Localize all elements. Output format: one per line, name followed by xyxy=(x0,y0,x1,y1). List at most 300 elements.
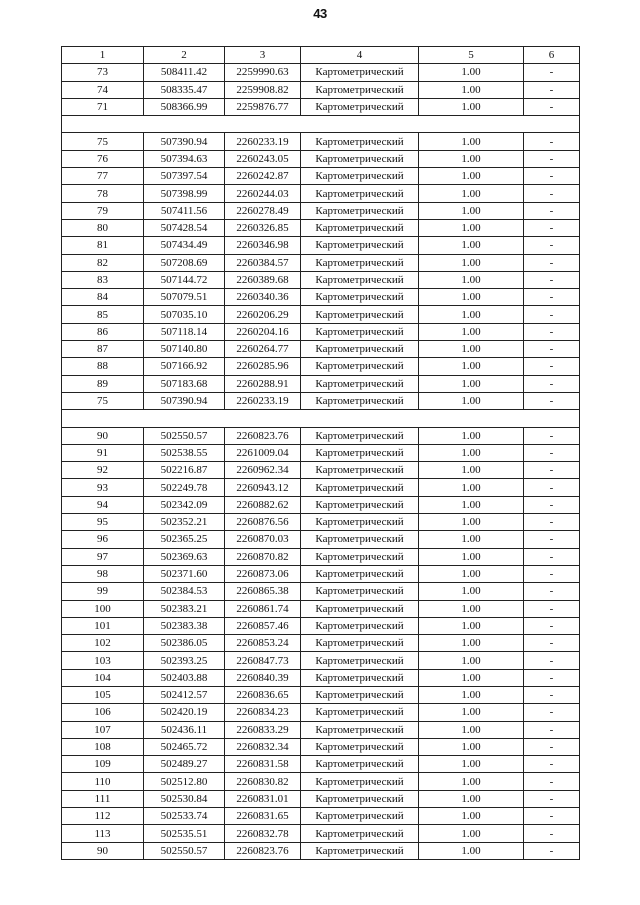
accuracy-cell: 1.00 xyxy=(419,514,524,531)
point-number-cell: 80 xyxy=(62,219,144,236)
note-cell: - xyxy=(524,790,580,807)
table-row xyxy=(62,271,580,288)
point-number-cell: 88 xyxy=(62,358,144,375)
point-number-cell: 81 xyxy=(62,237,144,254)
accuracy-cell: 1.00 xyxy=(419,323,524,340)
point-number-cell: 87 xyxy=(62,341,144,358)
table-row xyxy=(62,514,580,531)
y-coordinate-cell: 2260853.24 xyxy=(225,635,301,652)
point-number-cell: 92 xyxy=(62,462,144,479)
method-cell: Картометрический xyxy=(301,81,419,98)
point-number-cell: 97 xyxy=(62,548,144,565)
y-coordinate-cell: 2260840.39 xyxy=(225,669,301,686)
y-coordinate-cell: 2260832.34 xyxy=(225,738,301,755)
y-coordinate-cell: 2259876.77 xyxy=(225,98,301,115)
y-coordinate-cell: 2260264.77 xyxy=(225,341,301,358)
table-row xyxy=(62,479,580,496)
note-cell: - xyxy=(524,669,580,686)
x-coordinate-cell: 507118.14 xyxy=(144,323,225,340)
note-cell: - xyxy=(524,686,580,703)
method-cell: Картометрический xyxy=(301,168,419,185)
note-cell: - xyxy=(524,81,580,98)
note-cell: - xyxy=(524,721,580,738)
y-coordinate-cell: 2260242.87 xyxy=(225,168,301,185)
table-row xyxy=(62,427,580,444)
x-coordinate-cell: 507183.68 xyxy=(144,375,225,392)
y-coordinate-cell: 2260870.03 xyxy=(225,531,301,548)
accuracy-cell: 1.00 xyxy=(419,825,524,842)
accuracy-cell: 1.00 xyxy=(419,462,524,479)
method-cell: Картометрический xyxy=(301,635,419,652)
method-cell: Картометрический xyxy=(301,427,419,444)
accuracy-cell: 1.00 xyxy=(419,271,524,288)
accuracy-cell: 1.00 xyxy=(419,652,524,669)
point-number-cell: 75 xyxy=(62,392,144,409)
method-cell: Картометрический xyxy=(301,185,419,202)
method-cell: Картометрический xyxy=(301,341,419,358)
method-cell: Картометрический xyxy=(301,358,419,375)
accuracy-cell: 1.00 xyxy=(419,635,524,652)
note-cell: - xyxy=(524,583,580,600)
point-number-cell: 76 xyxy=(62,150,144,167)
method-cell: Картометрический xyxy=(301,98,419,115)
note-cell: - xyxy=(524,150,580,167)
method-cell: Картометрический xyxy=(301,686,419,703)
point-number-cell: 103 xyxy=(62,652,144,669)
table-row xyxy=(62,306,580,323)
note-cell: - xyxy=(524,219,580,236)
accuracy-cell: 1.00 xyxy=(419,790,524,807)
accuracy-cell: 1.00 xyxy=(419,254,524,271)
table-row xyxy=(62,756,580,773)
x-coordinate-cell: 507035.10 xyxy=(144,306,225,323)
y-coordinate-cell: 2260823.76 xyxy=(225,427,301,444)
y-coordinate-cell: 2261009.04 xyxy=(225,444,301,461)
point-number-cell: 96 xyxy=(62,531,144,548)
y-coordinate-cell: 2260882.62 xyxy=(225,496,301,513)
point-number-cell: 75 xyxy=(62,133,144,150)
x-coordinate-cell: 502393.25 xyxy=(144,652,225,669)
accuracy-cell: 1.00 xyxy=(419,237,524,254)
x-coordinate-cell: 507144.72 xyxy=(144,271,225,288)
accuracy-cell: 1.00 xyxy=(419,392,524,409)
y-coordinate-cell: 2260243.05 xyxy=(225,150,301,167)
note-cell: - xyxy=(524,825,580,842)
table-row xyxy=(62,773,580,790)
accuracy-cell: 1.00 xyxy=(419,704,524,721)
column-header: 3 xyxy=(225,47,301,64)
accuracy-cell: 1.00 xyxy=(419,341,524,358)
accuracy-cell: 1.00 xyxy=(419,842,524,859)
method-cell: Картометрический xyxy=(301,617,419,634)
x-coordinate-cell: 502383.21 xyxy=(144,600,225,617)
accuracy-cell: 1.00 xyxy=(419,81,524,98)
table-row xyxy=(62,323,580,340)
point-number-cell: 94 xyxy=(62,496,144,513)
y-coordinate-cell: 2260870.82 xyxy=(225,548,301,565)
point-number-cell: 71 xyxy=(62,98,144,115)
table-row xyxy=(62,825,580,842)
table-row xyxy=(62,704,580,721)
x-coordinate-cell: 502550.57 xyxy=(144,842,225,859)
note-cell: - xyxy=(524,600,580,617)
note-cell: - xyxy=(524,271,580,288)
point-number-cell: 84 xyxy=(62,289,144,306)
note-cell: - xyxy=(524,168,580,185)
accuracy-cell: 1.00 xyxy=(419,583,524,600)
y-coordinate-cell: 2260233.19 xyxy=(225,133,301,150)
accuracy-cell: 1.00 xyxy=(419,808,524,825)
method-cell: Картометрический xyxy=(301,531,419,548)
accuracy-cell: 1.00 xyxy=(419,756,524,773)
point-number-cell: 86 xyxy=(62,323,144,340)
table-row xyxy=(62,790,580,807)
x-coordinate-cell: 507390.94 xyxy=(144,133,225,150)
y-coordinate-cell: 2260832.78 xyxy=(225,825,301,842)
point-number-cell: 78 xyxy=(62,185,144,202)
x-coordinate-cell: 502369.63 xyxy=(144,548,225,565)
point-number-cell: 100 xyxy=(62,600,144,617)
x-coordinate-cell: 507434.49 xyxy=(144,237,225,254)
method-cell: Картометрический xyxy=(301,738,419,755)
method-cell: Картометрический xyxy=(301,790,419,807)
x-coordinate-cell: 502412.57 xyxy=(144,686,225,703)
accuracy-cell: 1.00 xyxy=(419,133,524,150)
y-coordinate-cell: 2260278.49 xyxy=(225,202,301,219)
method-cell: Картометрический xyxy=(301,565,419,582)
y-coordinate-cell: 2260326.85 xyxy=(225,219,301,236)
y-coordinate-cell: 2260831.58 xyxy=(225,756,301,773)
accuracy-cell: 1.00 xyxy=(419,548,524,565)
method-cell: Картометрический xyxy=(301,392,419,409)
method-cell: Картометрический xyxy=(301,825,419,842)
y-coordinate-cell: 2260873.06 xyxy=(225,565,301,582)
note-cell: - xyxy=(524,548,580,565)
point-number-cell: 77 xyxy=(62,168,144,185)
accuracy-cell: 1.00 xyxy=(419,617,524,634)
y-coordinate-cell: 2260288.91 xyxy=(225,375,301,392)
note-cell: - xyxy=(524,565,580,582)
table-row xyxy=(62,496,580,513)
accuracy-cell: 1.00 xyxy=(419,185,524,202)
table-row xyxy=(62,738,580,755)
y-coordinate-cell: 2260876.56 xyxy=(225,514,301,531)
method-cell: Картометрический xyxy=(301,756,419,773)
point-number-cell: 95 xyxy=(62,514,144,531)
note-cell: - xyxy=(524,427,580,444)
x-coordinate-cell: 507208.69 xyxy=(144,254,225,271)
table-row xyxy=(62,341,580,358)
x-coordinate-cell: 507398.99 xyxy=(144,185,225,202)
accuracy-cell: 1.00 xyxy=(419,773,524,790)
table-row xyxy=(62,64,580,81)
x-coordinate-cell: 502420.19 xyxy=(144,704,225,721)
accuracy-cell: 1.00 xyxy=(419,358,524,375)
x-coordinate-cell: 502384.53 xyxy=(144,583,225,600)
x-coordinate-cell: 502371.60 xyxy=(144,565,225,582)
note-cell: - xyxy=(524,306,580,323)
accuracy-cell: 1.00 xyxy=(419,531,524,548)
table-row xyxy=(62,289,580,306)
method-cell: Картометрический xyxy=(301,704,419,721)
point-number-cell: 83 xyxy=(62,271,144,288)
method-cell: Картометрический xyxy=(301,583,419,600)
note-cell: - xyxy=(524,323,580,340)
note-cell: - xyxy=(524,738,580,755)
table-row xyxy=(62,686,580,703)
x-coordinate-cell: 502386.05 xyxy=(144,635,225,652)
point-number-cell: 82 xyxy=(62,254,144,271)
y-coordinate-cell: 2260834.23 xyxy=(225,704,301,721)
note-cell: - xyxy=(524,652,580,669)
y-coordinate-cell: 2260340.36 xyxy=(225,289,301,306)
method-cell: Картометрический xyxy=(301,323,419,340)
note-cell: - xyxy=(524,773,580,790)
x-coordinate-cell: 502365.25 xyxy=(144,531,225,548)
method-cell: Картометрический xyxy=(301,133,419,150)
method-cell: Картометрический xyxy=(301,375,419,392)
method-cell: Картометрический xyxy=(301,462,419,479)
point-number-cell: 101 xyxy=(62,617,144,634)
accuracy-cell: 1.00 xyxy=(419,98,524,115)
table-row xyxy=(62,462,580,479)
accuracy-cell: 1.00 xyxy=(419,669,524,686)
accuracy-cell: 1.00 xyxy=(419,289,524,306)
note-cell: - xyxy=(524,375,580,392)
x-coordinate-cell: 502489.27 xyxy=(144,756,225,773)
note-cell: - xyxy=(524,756,580,773)
note-cell: - xyxy=(524,808,580,825)
method-cell: Картометрический xyxy=(301,64,419,81)
table-row xyxy=(62,617,580,634)
point-number-cell: 90 xyxy=(62,842,144,859)
method-cell: Картометрический xyxy=(301,652,419,669)
method-cell: Картометрический xyxy=(301,289,419,306)
column-header: 5 xyxy=(419,47,524,64)
note-cell: - xyxy=(524,185,580,202)
y-coordinate-cell: 2260204.16 xyxy=(225,323,301,340)
y-coordinate-cell: 2260962.34 xyxy=(225,462,301,479)
column-header: 1 xyxy=(62,47,144,64)
table-row xyxy=(62,202,580,219)
table-row xyxy=(62,721,580,738)
y-coordinate-cell: 2260836.65 xyxy=(225,686,301,703)
x-coordinate-cell: 507394.63 xyxy=(144,150,225,167)
accuracy-cell: 1.00 xyxy=(419,427,524,444)
table-row xyxy=(62,254,580,271)
point-number-cell: 106 xyxy=(62,704,144,721)
method-cell: Картометрический xyxy=(301,444,419,461)
y-coordinate-cell: 2260244.03 xyxy=(225,185,301,202)
note-cell: - xyxy=(524,64,580,81)
note-cell: - xyxy=(524,462,580,479)
accuracy-cell: 1.00 xyxy=(419,168,524,185)
table-row xyxy=(62,237,580,254)
x-coordinate-cell: 508335.47 xyxy=(144,81,225,98)
x-coordinate-cell: 507390.94 xyxy=(144,392,225,409)
accuracy-cell: 1.00 xyxy=(419,444,524,461)
point-number-cell: 102 xyxy=(62,635,144,652)
accuracy-cell: 1.00 xyxy=(419,306,524,323)
accuracy-cell: 1.00 xyxy=(419,738,524,755)
method-cell: Картометрический xyxy=(301,842,419,859)
point-number-cell: 91 xyxy=(62,444,144,461)
column-header: 6 xyxy=(524,47,580,64)
page-number: 43 xyxy=(313,6,327,21)
note-cell: - xyxy=(524,514,580,531)
table-row xyxy=(62,444,580,461)
table-row xyxy=(62,808,580,825)
x-coordinate-cell: 502550.57 xyxy=(144,427,225,444)
column-header: 4 xyxy=(301,47,419,64)
y-coordinate-cell: 2260831.01 xyxy=(225,790,301,807)
note-cell: - xyxy=(524,635,580,652)
y-coordinate-cell: 2260831.65 xyxy=(225,808,301,825)
method-cell: Картометрический xyxy=(301,150,419,167)
accuracy-cell: 1.00 xyxy=(419,496,524,513)
table-row xyxy=(62,81,580,98)
method-cell: Картометрический xyxy=(301,721,419,738)
y-coordinate-cell: 2260346.98 xyxy=(225,237,301,254)
note-cell: - xyxy=(524,531,580,548)
method-cell: Картометрический xyxy=(301,514,419,531)
note-cell: - xyxy=(524,842,580,859)
note-cell: - xyxy=(524,392,580,409)
note-cell: - xyxy=(524,237,580,254)
method-cell: Картометрический xyxy=(301,306,419,323)
note-cell: - xyxy=(524,254,580,271)
point-number-cell: 73 xyxy=(62,64,144,81)
y-coordinate-cell: 2259990.63 xyxy=(225,64,301,81)
method-cell: Картометрический xyxy=(301,254,419,271)
point-number-cell: 112 xyxy=(62,808,144,825)
point-number-cell: 85 xyxy=(62,306,144,323)
accuracy-cell: 1.00 xyxy=(419,202,524,219)
method-cell: Картометрический xyxy=(301,808,419,825)
y-coordinate-cell: 2260943.12 xyxy=(225,479,301,496)
y-coordinate-cell: 2260823.76 xyxy=(225,842,301,859)
x-coordinate-cell: 508411.42 xyxy=(144,64,225,81)
table-row xyxy=(62,219,580,236)
method-cell: Картометрический xyxy=(301,219,419,236)
point-number-cell: 98 xyxy=(62,565,144,582)
y-coordinate-cell: 2260861.74 xyxy=(225,600,301,617)
method-cell: Картометрический xyxy=(301,548,419,565)
table-row xyxy=(62,375,580,392)
x-coordinate-cell: 502342.09 xyxy=(144,496,225,513)
x-coordinate-cell: 507079.51 xyxy=(144,289,225,306)
accuracy-cell: 1.00 xyxy=(419,600,524,617)
table-body xyxy=(62,64,580,860)
point-number-cell: 109 xyxy=(62,756,144,773)
x-coordinate-cell: 507428.54 xyxy=(144,219,225,236)
table-row xyxy=(62,635,580,652)
table-spacer-row xyxy=(62,410,580,427)
method-cell: Картометрический xyxy=(301,237,419,254)
point-number-cell: 79 xyxy=(62,202,144,219)
spacer-cell xyxy=(62,116,580,133)
accuracy-cell: 1.00 xyxy=(419,64,524,81)
note-cell: - xyxy=(524,704,580,721)
table-row xyxy=(62,185,580,202)
table-header-row xyxy=(62,47,580,64)
note-cell: - xyxy=(524,444,580,461)
y-coordinate-cell: 2260865.38 xyxy=(225,583,301,600)
x-coordinate-cell: 507166.92 xyxy=(144,358,225,375)
point-number-cell: 93 xyxy=(62,479,144,496)
point-number-cell: 105 xyxy=(62,686,144,703)
y-coordinate-cell: 2260233.19 xyxy=(225,392,301,409)
y-coordinate-cell: 2260285.96 xyxy=(225,358,301,375)
table-row xyxy=(62,842,580,859)
note-cell: - xyxy=(524,496,580,513)
point-number-cell: 99 xyxy=(62,583,144,600)
note-cell: - xyxy=(524,341,580,358)
note-cell: - xyxy=(524,617,580,634)
table-row xyxy=(62,548,580,565)
y-coordinate-cell: 2260847.73 xyxy=(225,652,301,669)
x-coordinate-cell: 502465.72 xyxy=(144,738,225,755)
y-coordinate-cell: 2259908.82 xyxy=(225,81,301,98)
method-cell: Картометрический xyxy=(301,669,419,686)
table-row xyxy=(62,168,580,185)
table-row xyxy=(62,392,580,409)
accuracy-cell: 1.00 xyxy=(419,479,524,496)
table-row xyxy=(62,565,580,582)
x-coordinate-cell: 502535.51 xyxy=(144,825,225,842)
note-cell: - xyxy=(524,133,580,150)
note-cell: - xyxy=(524,289,580,306)
table-row xyxy=(62,150,580,167)
accuracy-cell: 1.00 xyxy=(419,686,524,703)
note-cell: - xyxy=(524,358,580,375)
y-coordinate-cell: 2260389.68 xyxy=(225,271,301,288)
x-coordinate-cell: 502352.21 xyxy=(144,514,225,531)
accuracy-cell: 1.00 xyxy=(419,565,524,582)
point-number-cell: 107 xyxy=(62,721,144,738)
point-number-cell: 74 xyxy=(62,81,144,98)
x-coordinate-cell: 502249.78 xyxy=(144,479,225,496)
method-cell: Картометрический xyxy=(301,600,419,617)
table-row xyxy=(62,531,580,548)
table-row xyxy=(62,583,580,600)
method-cell: Картометрический xyxy=(301,496,419,513)
table-row xyxy=(62,98,580,115)
accuracy-cell: 1.00 xyxy=(419,219,524,236)
table-row xyxy=(62,358,580,375)
x-coordinate-cell: 502538.55 xyxy=(144,444,225,461)
method-cell: Картометрический xyxy=(301,271,419,288)
point-number-cell: 113 xyxy=(62,825,144,842)
x-coordinate-cell: 507411.56 xyxy=(144,202,225,219)
x-coordinate-cell: 502383.38 xyxy=(144,617,225,634)
point-number-cell: 89 xyxy=(62,375,144,392)
point-number-cell: 90 xyxy=(62,427,144,444)
x-coordinate-cell: 507140.80 xyxy=(144,341,225,358)
x-coordinate-cell: 502530.84 xyxy=(144,790,225,807)
spacer-cell xyxy=(62,410,580,427)
accuracy-cell: 1.00 xyxy=(419,721,524,738)
x-coordinate-cell: 502533.74 xyxy=(144,808,225,825)
table-row xyxy=(62,600,580,617)
method-cell: Картометрический xyxy=(301,773,419,790)
x-coordinate-cell: 508366.99 xyxy=(144,98,225,115)
x-coordinate-cell: 502512.80 xyxy=(144,773,225,790)
x-coordinate-cell: 502403.88 xyxy=(144,669,225,686)
accuracy-cell: 1.00 xyxy=(419,375,524,392)
point-number-cell: 110 xyxy=(62,773,144,790)
table-row xyxy=(62,669,580,686)
